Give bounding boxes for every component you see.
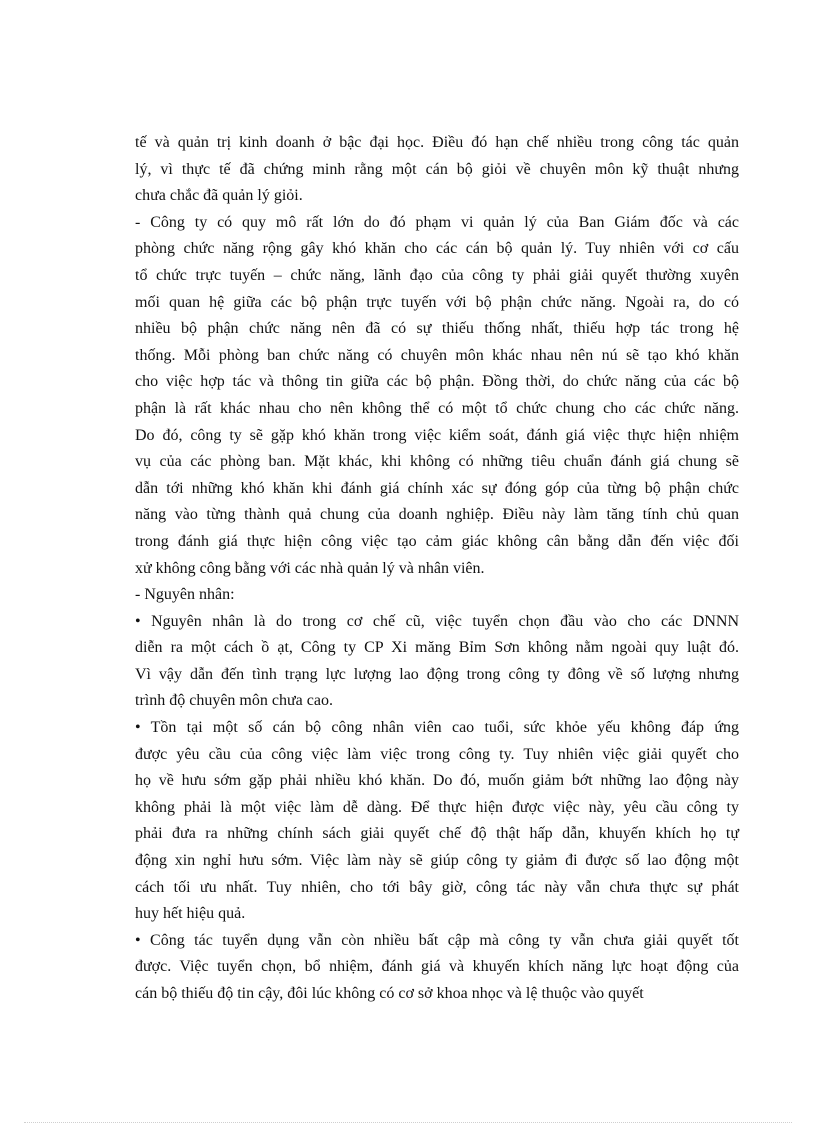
text-line: chưa chắc đã quản lý giỏi. (135, 187, 303, 205)
text-line: diễn ra một cách ồ ạt, Công ty CP Xi măng Bỉm Sơn không nằm ngoài quy luật đó. (135, 639, 739, 657)
text-line: mối quan hệ giữa các bộ phận trực tuyến với bộ phận chức năng. Ngoài ra, do có (135, 293, 739, 311)
text-line: dẫn tới những khó khăn khi đánh giá chính xác sự đóng góp của từng bộ phận chức (135, 479, 739, 497)
text-line: động xin nghỉ hưu sớm. Việc làm này sẽ giúp công ty giảm đi được số lao động một (135, 852, 739, 870)
text-line: tổ chức trực tuyến – chức năng, lãnh đạo của công ty phải giải quyết thường xuyên (135, 266, 739, 284)
text-line: vụ của các phòng ban. Mặt khác, khi không có những tiêu chuẩn đánh giá chung sẽ (135, 453, 739, 471)
text-line: trình độ chuyên môn chưa cao. (135, 692, 333, 710)
text-line: phận là rất khác nhau cho nên không thể có một tổ chức chung cho các chức năng. (135, 399, 739, 417)
text-line: • Nguyên nhân là do trong cơ chế cũ, việc tuyển chọn đầu vào cho các DNNN (135, 612, 739, 630)
text-line: Do đó, công ty sẽ gặp khó khăn trong việc kiểm soát, đánh giá việc thực hiện nhiệm (135, 426, 739, 444)
text-line: Vì vậy dẫn đến tình trạng lực lượng lao động trong công ty đông về số lượng nhưng (135, 665, 739, 683)
text-line: được yêu cầu của công việc làm việc trong công ty. Tuy nhiên việc giải quyết cho (135, 745, 739, 763)
text-line: lý, vì thực tế đã chứng minh rằng một cán bộ giỏi về chuyên môn kỹ thuật nhưng (135, 160, 739, 178)
text-line: xử không công bằng với các nhà quản lý và nhân viên. (135, 559, 485, 577)
text-line: - Công ty có quy mô rất lớn do đó phạm vi quản lý của Ban Giám đốc và các (135, 213, 739, 231)
text-line: phải đưa ra những chính sách giải quyết chế độ thật hấp dẫn, khuyến khích họ tự (135, 825, 739, 843)
text-line: thống. Mỗi phòng ban chức năng có chuyên môn khác nhau nên nú sẽ tạo khó khăn (135, 346, 739, 364)
body-text (135, 130, 739, 1008)
text-line: phòng chức năng rộng gây khó khăn cho các cán bộ quản lý. Tuy nhiên với cơ cấu (135, 240, 739, 258)
text-line: huy hết hiệu quả. (135, 905, 246, 923)
text-line: • Công tác tuyển dụng vẫn còn nhiều bất cập mà công ty vẫn chưa giải quyết tốt (135, 931, 739, 949)
text-line: cho việc hợp tác và thông tin giữa các bộ phận. Đồng thời, do chức năng của các bộ (135, 373, 739, 391)
text-line: cán bộ thiếu độ tin cậy, đôi lúc không có cơ sở khoa nhọc và lệ thuộc vào quyết (135, 985, 644, 1002)
text-line: được. Việc tuyển chọn, bổ nhiệm, đánh giá và khuyến khích năng lực hoạt động của (135, 958, 739, 976)
text-line: tế và quản trị kinh doanh ở bậc đại học. Điều đó hạn chế nhiều trong công tác quản (135, 134, 739, 151)
text-line: năng vào từng thành quả chung của doanh nghiệp. Điều này làm tăng tính chủ quan (135, 506, 739, 524)
text-line: nhiều bộ phận chức năng nên đã có sự thiếu thống nhất, thiếu hợp tác trong hệ (135, 320, 739, 338)
text-line: - Nguyên nhân: (135, 586, 235, 604)
text-line: • Tồn tại một số cán bộ công nhân viên cao tuổi, sức khỏe yếu không đáp ứng (135, 719, 739, 737)
text-line: trong đánh giá thực hiện công việc tạo cảm giác không cân bằng dẫn đến việc đối (135, 532, 739, 550)
text-line: không phải là một việc làm dễ dàng. Để thực hiện được việc này, yêu cầu công ty (135, 798, 739, 816)
text-line: cách tối ưu nhất. Tuy nhiên, cho tới bây giờ, công tác này vẫn chưa thực sự phát (135, 878, 739, 896)
text-line: họ về hưu sớm gặp phải nhiều khó khăn. Do đó, muốn giảm bớt những lao động này (135, 772, 739, 790)
